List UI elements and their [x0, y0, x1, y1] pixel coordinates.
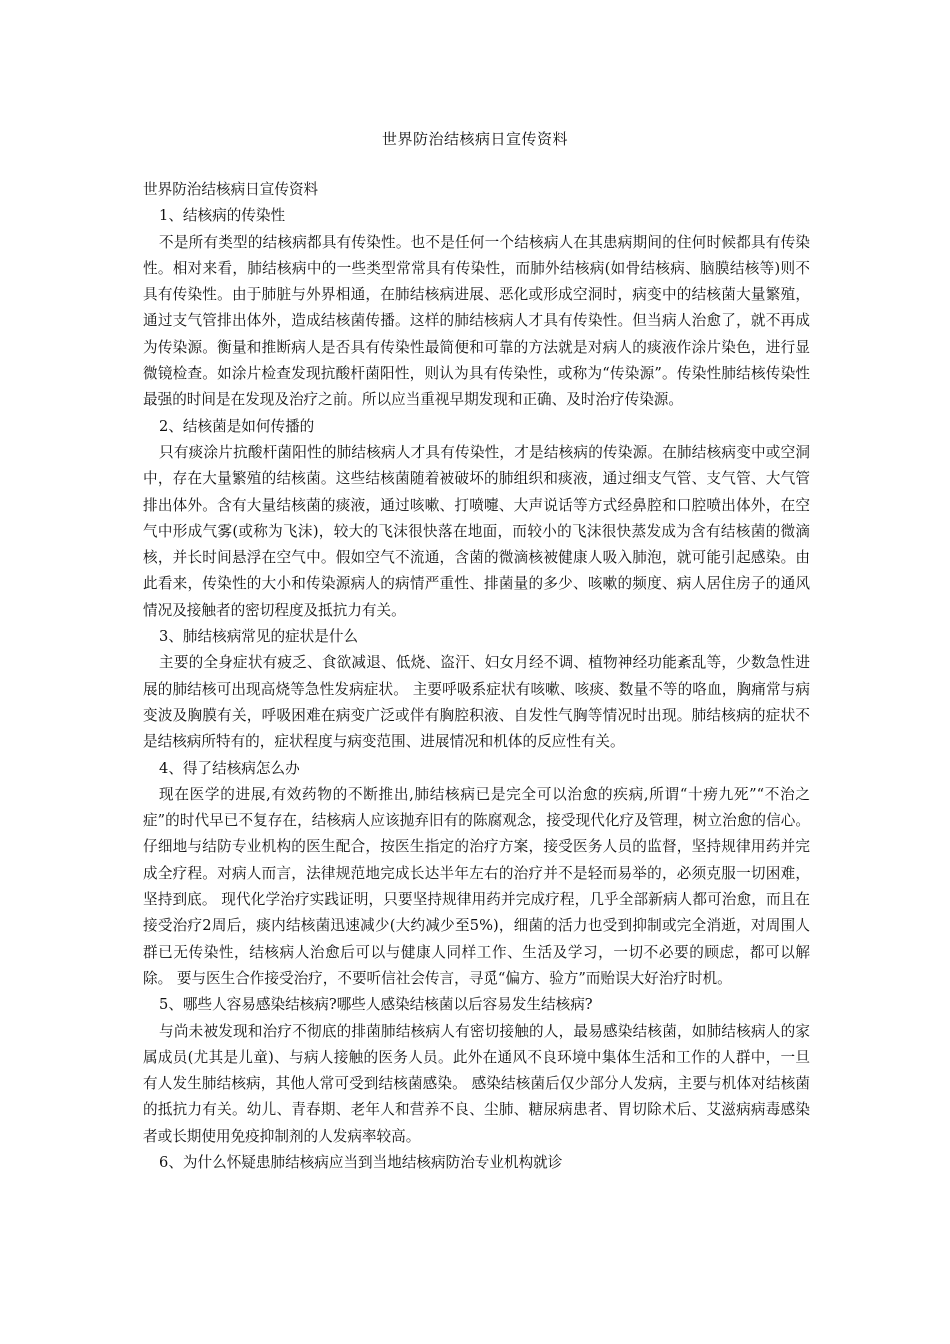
section-heading: 4、得了结核病怎么办 — [159, 759, 300, 777]
section-paragraph: 与尚未被发现和治疗不彻底的排菌肺结核病人有密切接触的人，最易感染结核菌，如肺结核病人的家属成员(尤其是儿童)、与病人接触的医务人员。此外在通风不良环境中集体生活和工作的人群中，一旦有人发生肺结核病，其他人常可受到结核菌感染。 感染结核菌后仅少部分人发病，主要与机体对结核菌的抵抗力有关。幼儿、青春期、老年人和营养不良、尘肺、糖尿病患者、胃切除术后、艾滋病病毒感染者或长期使用免疫抑制剂的人发病率较高。 — [143, 1022, 810, 1145]
document-body — [143, 177, 810, 1176]
section-heading: 2、结核菌是如何传播的 — [159, 417, 315, 435]
section-heading: 5、哪些人容易感染结核病?哪些人感染结核菌以后容易发生结核病? — [159, 996, 593, 1014]
section-heading: 1、结核病的传染性 — [159, 207, 286, 225]
section-heading: 6、为什么怀疑患肺结核病应当到当地结核病防治专业机构就诊 — [159, 1153, 563, 1171]
section-heading: 3、肺结核病常见的症状是什么 — [159, 628, 359, 646]
document-title: 世界防治结核病日宣传资料 — [381, 130, 568, 148]
section-paragraph: 主要的全身症状有疲乏、食欲减退、低烧、盗汗、妇女月经不调、植物神经功能紊乱等，少数急性进展的肺结核可出现高烧等急性发病症状。 主要呼吸系症状有咳嗽、咳痰、数量不等的咯血，胸痛常与病变波及胸膜有关，呼吸困难在病变广泛或伴有胸腔积液、自发性气胸等情况时出现。肺结核病的症状不是结核病所特有的，症状程度与病变范围、进展情况和机体的反应性有关。 — [143, 654, 810, 751]
document-subtitle: 世界防治结核病日宣传资料 — [143, 181, 319, 198]
section-paragraph: 不是所有类型的结核病都具有传染性。也不是任何一个结核病人在其患病期间的住何时候都具有传染性。相对来看，肺结核病中的一些类型常常具有传染性，而肺外结核病(如骨结核病、脑膜结核等)则不具有传染性。由于肺脏与外界相通，在肺结核病进展、恶化或形成空洞时，病变中的结核菌大量繁殖，通过支气管排出体外，造成结核菌传播。这样的肺结核病人才具有传染性。但当病人治愈了，就不再成为传染源。衡量和推断病人是否具有传染性最简便和可靠的方法就是对病人的痰液作涂片染色，进行显微镜检查。如涂片检查发现抗酸杆菌阳性，则认为具有传染性，或称为“传染源”。传染性肺结核传染性最强的时间是在发现及治疗之前。所以应当重视早期发现和正确、及时治疗传染源。 — [143, 233, 810, 409]
section-paragraph: 现在医学的进展,有效药物的不断推出,肺结核病已是完全可以治愈的疾病,所谓“十痨九死”“不治之症”的时代早已不复存在，结核病人应该抛弃旧有的陈腐观念，接受现代化疗及管理，树立治愈的信心。 仔细地与结防专业机构的医生配合，按医生指定的治疗方案，接受医务人员的监督，坚持规律用药并完成全疗程。对病人而言，法律规范地完成长达半年左右的治疗并不是轻而易举的，必须克服一切困难，坚持到底。 现代化学治疗实践证明，只要坚持规律用药并完成疗程，几乎全部新病人都可治愈，而且在接受治疗2周后，痰内结核菌迅速减少(大约减少至5%)，细菌的活力也受到抑制或完全消逝，对周围人群已无传染性，结核病人治愈后可以与健康人同样工作、生活及学习，一切不必要的顾虑，都可以解除。 要与医生合作接受治疗，不要听信社会传言，寻觅“偏方、验方”而贻误大好治疗时机。 — [143, 785, 810, 987]
section-paragraph: 只有痰涂片抗酸杆菌阳性的肺结核病人才具有传染性，才是结核病的传染源。在肺结核病变中或空洞中，存在大量繁殖的结核菌。这些结核菌随着被破坏的肺组织和痰液，通过细支气管、支气管、大气管排出体外。含有大量结核菌的痰液，通过咳嗽、打喷嚏、大声说话等方式经鼻腔和口腔喷出体外，在空气中形成气雾(或称为飞沫)，较大的飞沫很快落在地面，而较小的飞沫很快蒸发成为含有结核菌的微滴核，并长时间悬浮在空气中。假如空气不流通，含菌的微滴核被健康人吸入肺泡，就可能引起感染。由此看来，传染性的大小和传染源病人的病情严重性、排菌量的多少、咳嗽的频度、病人居住房子的通风情况及接触者的密切程度及抵抗力有关。 — [143, 443, 810, 619]
